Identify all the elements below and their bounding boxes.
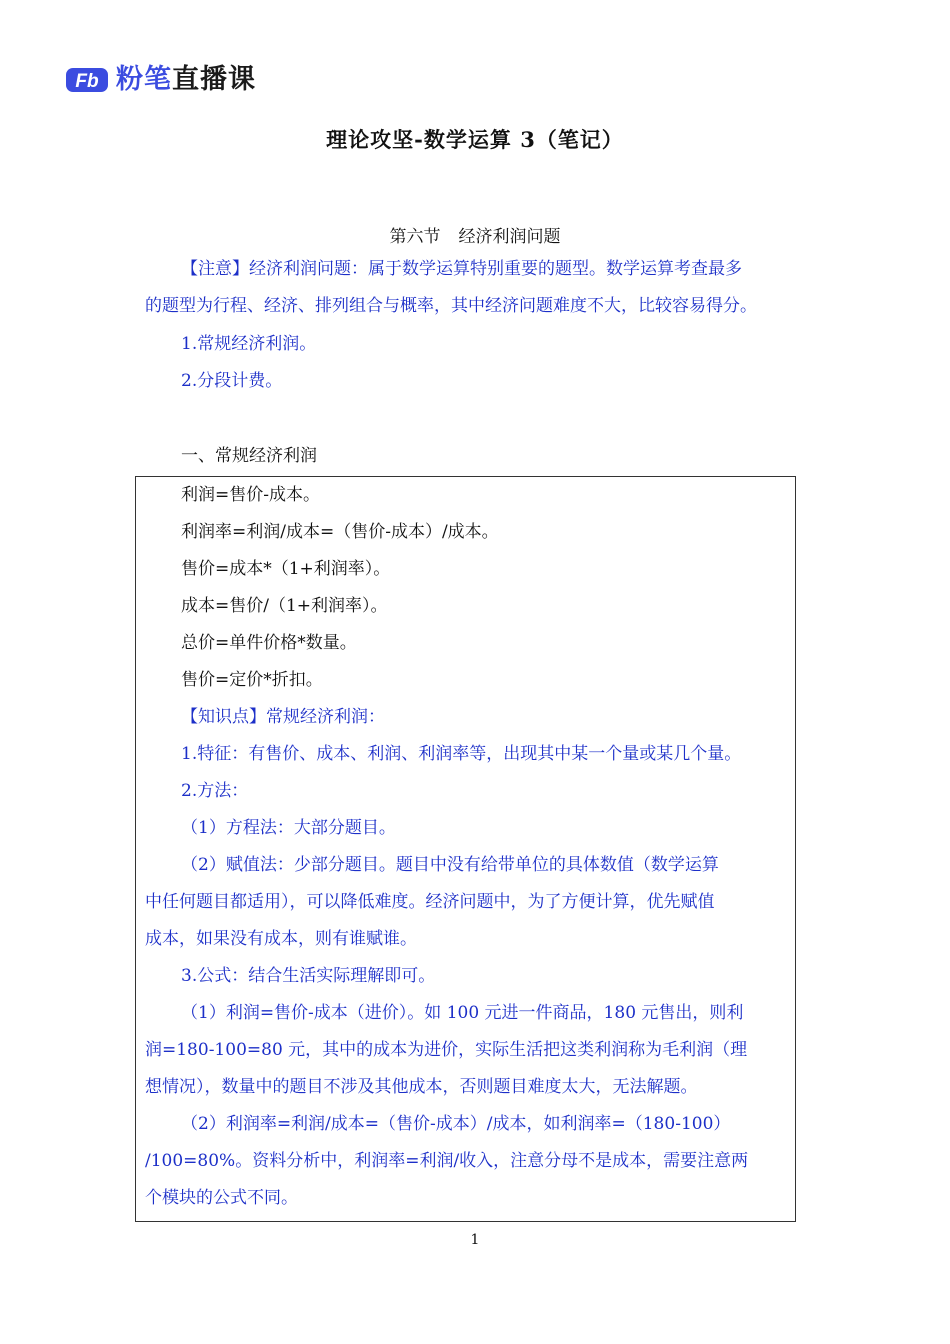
formula-item: 售价=成本*（1+利润率）。 bbox=[181, 559, 391, 579]
knowledge-section bbox=[145, 699, 807, 1217]
formula-item: 成本=售价/（1+利润率）。 bbox=[181, 596, 388, 616]
formula-2-line-2: /100=80%。资料分析中，利润率=利润/收入，注意分母不是成本，需要注意两 bbox=[145, 1151, 749, 1171]
subsection-heading: 一、常规经济利润 bbox=[181, 446, 317, 466]
formula-item: 利润=售价-成本。 bbox=[181, 485, 320, 505]
brand-logo bbox=[66, 60, 256, 100]
method-heading: 2.方法： bbox=[181, 781, 249, 801]
note-line-2: 的题型为行程、经济、排列组合与概率，其中经济问题难度不大，比较容易得分。 bbox=[145, 296, 757, 316]
section-heading bbox=[0, 222, 950, 247]
formula-item: 售价=定价*折扣。 bbox=[181, 670, 323, 690]
section-title: 经济利润问题 bbox=[458, 227, 561, 247]
logo-mark-text: Fb bbox=[75, 71, 99, 92]
formula-2-line-1: （2）利润率=利润/成本=（售价-成本）/成本，如利润率=（180-100） bbox=[181, 1114, 731, 1134]
method-2-line-2: 中任何题目都适用），可以降低难度。经济问题中，为了方便计算，优先赋值 bbox=[145, 892, 715, 912]
logo-product-name: 直播课 bbox=[172, 64, 256, 95]
formula-1-line-2: 润=180-100=80 元，其中的成本为进价，实际生活把这类利润称为毛利润（理 bbox=[145, 1040, 748, 1060]
topic-2: 2.分段计费。 bbox=[181, 371, 283, 391]
page-number: 1 bbox=[470, 1232, 480, 1248]
formula-2-line-3: 个模块的公式不同。 bbox=[145, 1188, 298, 1208]
note-paragraph bbox=[145, 251, 807, 325]
formula-list bbox=[145, 477, 807, 699]
section-number: 第六节 bbox=[389, 227, 441, 247]
method-1: （1）方程法：大部分题目。 bbox=[181, 818, 396, 838]
logo-brand-name: 粉笔 bbox=[116, 64, 172, 95]
document-title: 理论攻坚-数学运算 3（笔记） bbox=[326, 127, 624, 152]
knowledge-heading: 【知识点】常规经济利润： bbox=[181, 707, 385, 727]
formula-1-line-3: 想情况），数量中的题目不涉及其他成本，否则题目难度太大，无法解题。 bbox=[145, 1077, 698, 1097]
feature-line: 1.特征：有售价、成本、利润、利润率等，出现其中某一个量或某几个量。 bbox=[181, 744, 742, 764]
formula-heading: 3.公式：结合生活实际理解即可。 bbox=[181, 966, 436, 986]
fb-logo-icon bbox=[66, 65, 108, 95]
method-2-line-3: 成本，如果没有成本，则有谁赋谁。 bbox=[145, 929, 417, 949]
topic-1: 1.常规经济利润。 bbox=[181, 334, 317, 354]
logo-text bbox=[116, 60, 256, 100]
note-line-1: 【注意】经济利润问题：属于数学运算特别重要的题型。数学运算考查最多 bbox=[181, 259, 742, 279]
formula-item: 总价=单件价格*数量。 bbox=[181, 633, 357, 653]
formula-item: 利润率=利润/成本=（售价-成本）/成本。 bbox=[181, 522, 499, 542]
method-2-line-1: （2）赋值法：少部分题目。题目中没有给带单位的具体数值（数学运算 bbox=[181, 855, 719, 875]
formula-1-line-1: （1）利润=售价-成本（进价）。如 100 元进一件商品，180 元售出，则利 bbox=[181, 1003, 744, 1023]
